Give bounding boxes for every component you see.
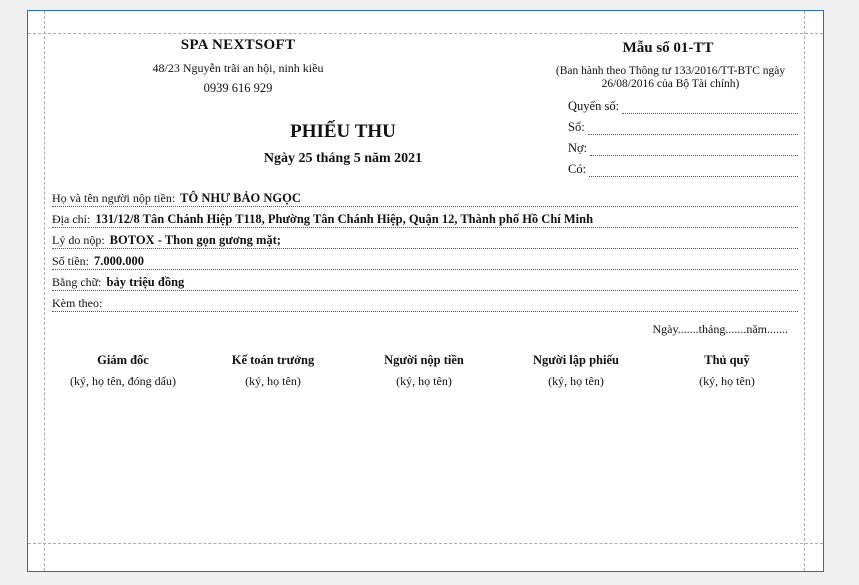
form-code: Mẫu số 01-TT [622, 40, 714, 56]
signature-payer [354, 353, 494, 389]
amount-row[interactable] [52, 250, 798, 270]
margin-guide-bottom [28, 543, 823, 544]
meta-debit-label: Nợ: [568, 141, 588, 155]
amount-value: 7.000.000 [94, 254, 145, 268]
signature-note: (ký, họ tên) [396, 374, 452, 388]
company-name: SPA NEXTSOFT [180, 37, 296, 53]
meta-number[interactable] [568, 120, 798, 138]
signature-chief-accountant [203, 353, 343, 389]
amount-label: Số tiền: [52, 254, 90, 268]
signature-cashier [657, 353, 797, 389]
reason-value: BOTOX - Thon gọn gương mặt; [109, 233, 281, 247]
form-note: (Ban hành theo Thông tư 133/2016/TT-BTC ngày 26/08/2016 của Bộ Tài chính) [555, 65, 786, 90]
words-label: Bằng chữ: [52, 275, 102, 289]
meta-credit[interactable] [568, 162, 798, 180]
words-value: bảy triệu đồng [106, 275, 185, 289]
signature-note: (ký, họ tên) [699, 374, 755, 388]
signature-note: (ký, họ tên, đóng dấu) [70, 374, 176, 388]
signature-role: Thủ quỹ [704, 353, 750, 367]
receipt-title: PHIẾU THU [290, 121, 396, 142]
margin-guide-left [44, 11, 45, 571]
meta-credit-label: Có: [568, 162, 587, 176]
words-row[interactable] [52, 271, 798, 291]
company-address: 48/23 Nguyễn trãi an hội, ninh kiều [152, 61, 324, 75]
margin-guide-top [28, 33, 823, 34]
reason-row[interactable] [52, 229, 798, 249]
signature-note: (ký, họ tên) [548, 374, 604, 388]
meta-number-label: Số: [568, 120, 585, 134]
signature-role: Kế toán trưởng [231, 353, 315, 367]
meta-debit[interactable] [568, 141, 798, 159]
address-label: Địa chỉ: [52, 212, 91, 226]
payer-label: Họ và tên người nộp tiền: [52, 191, 176, 205]
meta-book[interactable] [568, 99, 798, 117]
receipt-page [27, 10, 824, 572]
signature-role: Giám đốc [97, 353, 149, 367]
payer-row[interactable] [52, 187, 798, 207]
address-value: 131/12/8 Tân Chánh Hiệp T118, Phường Tân Chánh Hiệp, Quận 12, Thành phố Hồ Chí Minh [95, 212, 594, 226]
attach-row[interactable] [52, 292, 798, 312]
company-phone: 0939 616 929 [203, 81, 273, 95]
receipt-date: Ngày 25 tháng 5 năm 2021 [263, 151, 423, 166]
signature-preparer [506, 353, 646, 389]
attach-label: Kèm theo: [52, 296, 103, 310]
payer-value: TÔ NHƯ BẢO NGỌC [180, 191, 301, 205]
reason-label: Lý do nộp: [52, 233, 105, 247]
meta-book-label: Quyển số: [568, 99, 620, 113]
signature-role: Người nộp tiền [384, 353, 464, 367]
margin-guide-right [804, 11, 805, 571]
address-row[interactable] [52, 208, 798, 228]
signature-role: Người lập phiếu [533, 353, 619, 367]
signature-date: Ngày.......tháng.......năm....... [652, 322, 788, 336]
signature-director [53, 353, 193, 389]
signature-note: (ký, họ tên) [245, 374, 301, 388]
